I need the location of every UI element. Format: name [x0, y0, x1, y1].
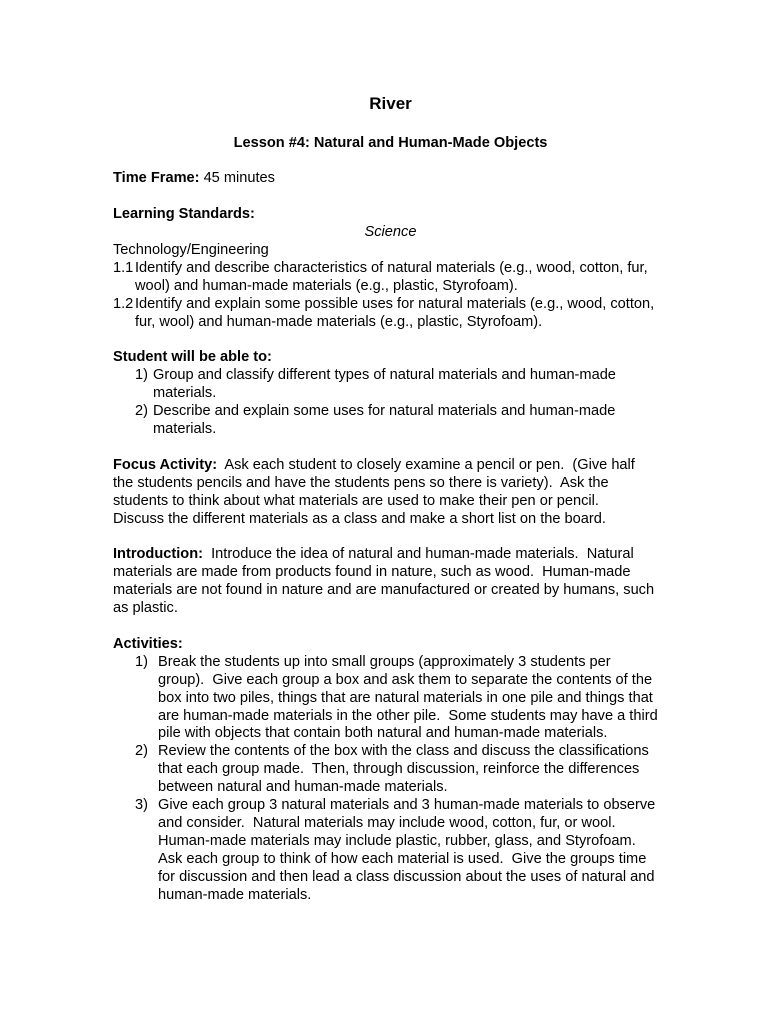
- activity-number: 3): [135, 797, 148, 814]
- standard-item: [113, 260, 658, 296]
- standard-text: Identify and describe characteristics of natural materials (e.g., wood, cotton, fur, wool) and human-made materials (e.g., plastic, Styrofoam).: [135, 259, 648, 294]
- activities-heading: Activities:: [113, 635, 183, 652]
- standard-number: 1.1: [113, 259, 134, 276]
- standards-strand: Technology/Engineering: [113, 242, 269, 259]
- time-frame: [113, 170, 658, 188]
- activity-number: 1): [135, 653, 148, 670]
- spacer: [113, 332, 658, 350]
- standard-number: 1.2: [113, 295, 134, 312]
- focus-activity-label: Focus Activity:: [113, 456, 218, 473]
- standard-text: Identify and explain some possible uses for natural materials (e.g., wood, cotton, fur, wool) and human-made materials (e.g., plastic, Styrofoam).: [135, 295, 655, 330]
- document-page: [113, 94, 662, 904]
- objective-number: 2): [135, 403, 148, 420]
- objective-item: [113, 403, 658, 439]
- introduction: [113, 546, 658, 618]
- activity-text: Give each group 3 natural materials and 3 human-made materials to observe and consider. Natural materials may include wood, cotton, fur, or wool. Human-made materials may include plastic, rubber, glass, and Styrofoam. Ask each group to think of how each material is used. Give the groups time for discussion and then lead a class discussion about the uses of natural and human-made materials.: [158, 797, 660, 903]
- introduction-text: Introduce the idea of natural and human-made materials. Natural materials are made from products found in nature, such as wood. Human-made materials are not found in nature and are manufactured or created by humans, such as plastic.: [113, 546, 659, 617]
- activities-list: [113, 653, 662, 905]
- standard-item: [113, 296, 658, 332]
- time-frame-label: Time Frame:: [113, 170, 200, 187]
- document-title: River: [369, 94, 412, 113]
- activity-item: [113, 797, 658, 904]
- objective-item: [113, 367, 658, 403]
- time-frame-value: 45 minutes: [199, 170, 275, 187]
- introduction-label: Introduction:: [113, 546, 203, 563]
- spacer: [113, 439, 658, 457]
- activity-item: [113, 653, 662, 744]
- standards-subject: Science: [364, 224, 417, 241]
- objective-text: Group and classify different types of natural materials and human-made materials.: [153, 367, 616, 402]
- activity-item: [113, 743, 658, 797]
- objectives-heading: Student will be able to:: [113, 349, 272, 366]
- activity-number: 2): [135, 743, 148, 760]
- spacer: [113, 528, 658, 546]
- focus-activity: [113, 457, 658, 529]
- objectives-list: [113, 367, 658, 439]
- objective-text: Describe and explain some uses for natural materials and human-made materials.: [153, 403, 616, 438]
- spacer: [113, 188, 658, 206]
- objective-number: 1): [135, 367, 148, 384]
- activity-text: Review the contents of the box with the class and discuss the classifications that each group made. Then, through discussion, reinforce the differences between natural and human-made materials.: [158, 743, 653, 796]
- lesson-title: Lesson #4: Natural and Human-Made Objects: [233, 135, 548, 151]
- learning-standards-heading: Learning Standards:: [113, 206, 255, 223]
- activity-text: Break the students up into small groups (approximately 3 students per group). Give each group a box and ask them to separate the contents of the box into two piles, things that are natural materials in one pile and things that are human-made materials in the other pile. Some students may have a third pile with objects that contain both natural and human-made materials.: [158, 653, 662, 742]
- focus-activity-text: Ask each student to closely examine a pencil or pen. (Give half the students pencils and have the students pens so there is variety). Ask the students to think about what materials are used to make their pen or pencil. Discuss the different materials as a class and make a short list on the board.: [113, 456, 639, 527]
- spacer: [113, 618, 658, 636]
